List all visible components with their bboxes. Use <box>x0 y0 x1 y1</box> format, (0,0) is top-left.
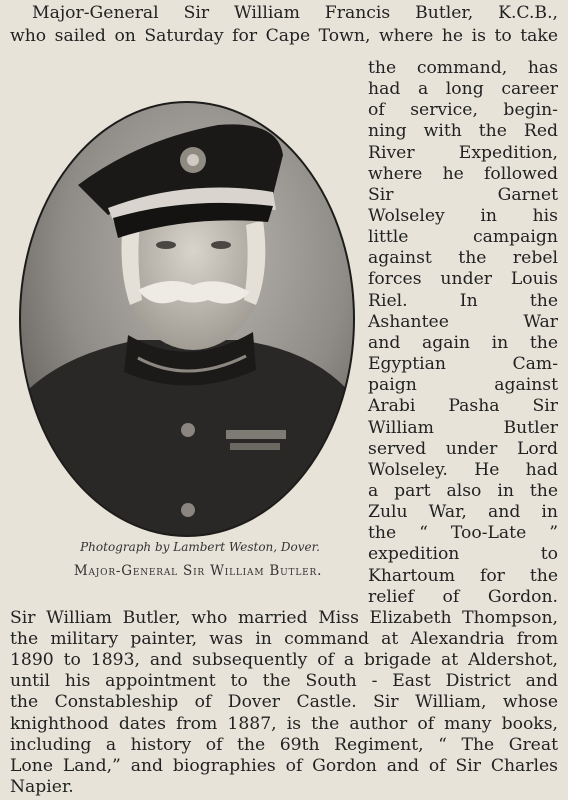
article-line: the “ Too-Late ” <box>368 523 558 544</box>
article-line: Arabi Pasha Sir <box>368 396 558 417</box>
article-line: Riel. In the <box>368 290 558 311</box>
article-line: served under Lord <box>368 438 558 459</box>
article-line: Major-General Sir William Francis Butler, K.C.B., <box>32 3 558 23</box>
photo-credit: Photograph by Lambert Weston, Dover. <box>80 540 320 554</box>
article-line: paign against <box>368 375 558 396</box>
article-line: the Constableship of Dover Castle. Sir William, whose <box>10 692 558 713</box>
article-line: Wolseley in his <box>368 206 558 227</box>
article-line: Ashantee War <box>368 311 558 332</box>
article-line: Sir William Butler, who married Miss Elizabeth Thompson, <box>10 607 558 628</box>
article-line: forces under Louis <box>368 269 558 290</box>
article-line: Egyptian Cam- <box>368 354 558 375</box>
article-line: Khartoum for the <box>368 565 558 586</box>
article-line: who sailed on Saturday for Cape Town, where he is to take <box>10 26 558 46</box>
article-line: Sir Garnet <box>368 184 558 205</box>
article-line: River Expedition, <box>368 142 558 163</box>
article-line: relief of Gordon. <box>368 586 558 607</box>
article-line: a part also in the <box>368 480 558 501</box>
article-line: expedition to <box>368 544 558 565</box>
article-line: Zulu War, and in <box>368 502 558 523</box>
article-line: Lone Land,” and biographies of Gordon and of Sir Charles <box>10 755 558 776</box>
article-line: the military painter, was in command at Alexandria from <box>10 628 558 649</box>
article-line: little campaign <box>368 227 558 248</box>
article-line: against the rebel <box>368 248 558 269</box>
article-line: of service, begin- <box>368 100 558 121</box>
article-line: ning with the Red <box>368 121 558 142</box>
article-line: including a history of the 69th Regiment, “ The Great <box>10 734 558 755</box>
article-line: the command, has <box>368 58 558 78</box>
article-line: Wolseley. He had <box>368 459 558 480</box>
article-line: until his appointment to the South - East District and <box>10 671 558 692</box>
article-line: knighthood dates from 1887, is the author of many books, <box>10 713 558 734</box>
article-line: had a long career <box>368 79 558 100</box>
portrait-photo <box>18 100 356 538</box>
article-line: where he followed <box>368 163 558 184</box>
photo-caption: Major-General Sir William Butler. <box>73 563 323 579</box>
article-line: 1890 to 1893, and subsequently of a brigade at Aldershot, <box>10 650 558 671</box>
article-line: and again in the <box>368 332 558 353</box>
article-line: Napier. <box>10 777 74 797</box>
article-line: William Butler <box>368 417 558 438</box>
